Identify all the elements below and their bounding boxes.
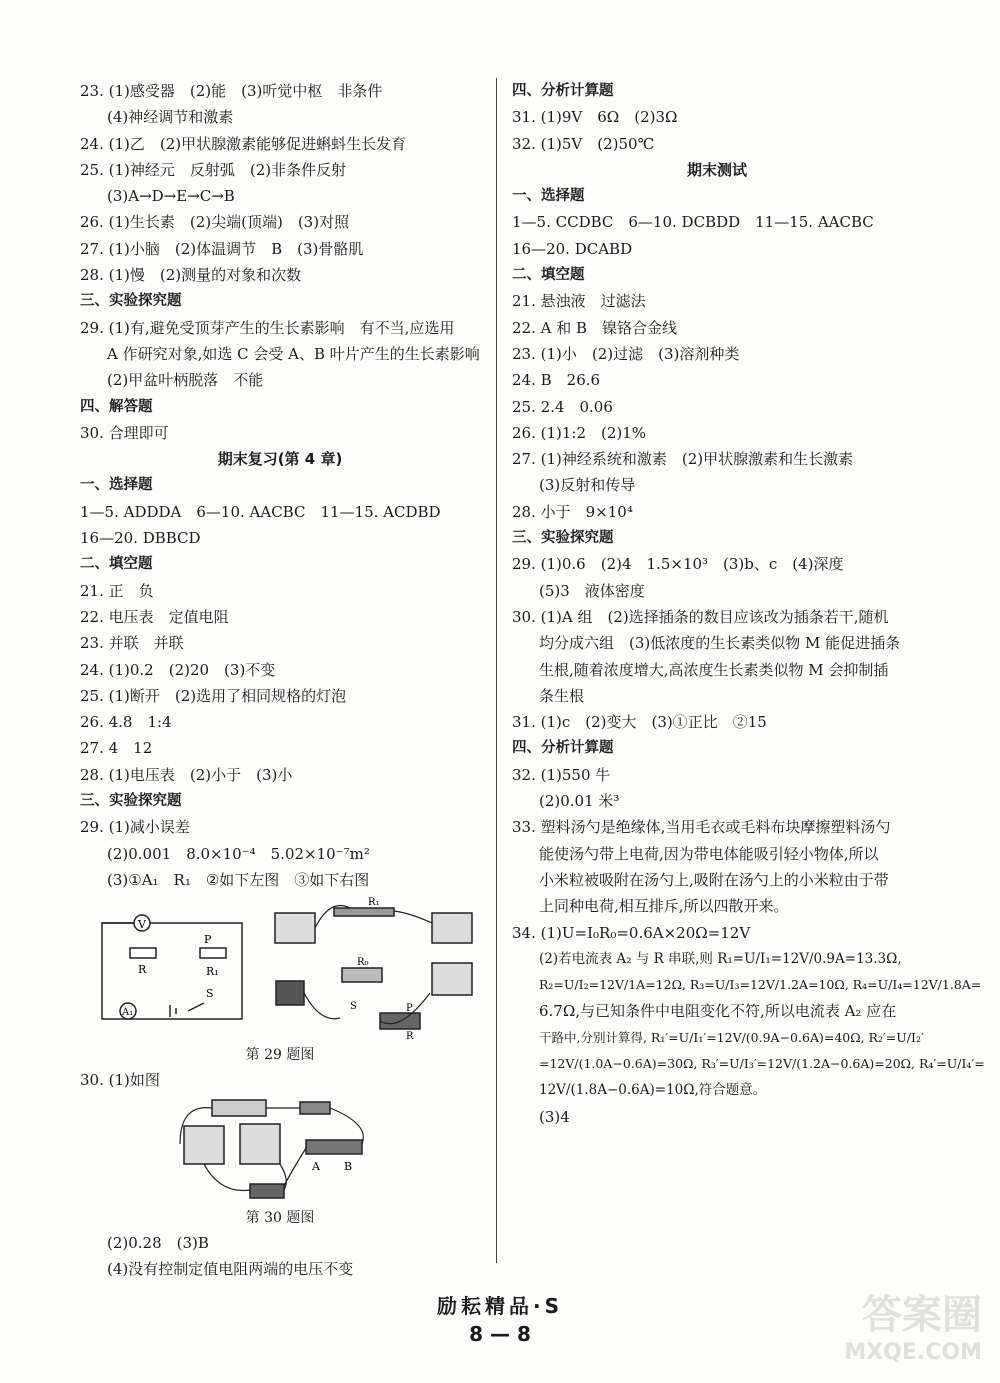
answer-line: 29. (1)有,避免受顶芽产生的生长素影响 有不当,应选用: [80, 318, 455, 337]
section-heading: 四、解答题: [80, 398, 153, 415]
answer-line: 27. (1)小脑 (2)体温调节 B (3)骨骼肌: [80, 239, 364, 258]
answer-line: 均分成六组 (3)低浓度的生长素类似物 M 能促进插条: [539, 634, 901, 653]
answer-line: (4)没有控制定值电阻两端的电压不变: [107, 1259, 354, 1278]
answer-line: 22. 电压表 定值电阻: [80, 607, 229, 626]
section-heading: 二、填空题: [512, 267, 585, 284]
answer-line: (2)甲盆叶柄脱落 不能: [107, 371, 264, 390]
answer-line: 16—20. DCABD: [512, 239, 633, 258]
answer-line: 25. (1)神经元 反射弧 (2)非条件反射: [80, 160, 347, 179]
answer-line: 26. 4.8 1:4: [80, 713, 172, 732]
watermark-url: MXQE.COM: [844, 1340, 982, 1365]
answer-line: 23. 并联 并联: [80, 634, 184, 653]
right-column: [512, 78, 985, 1130]
answer-line: 23. (1)小 (2)过滤 (3)溶剂种类: [512, 344, 740, 363]
answer-line: (3)4: [539, 1107, 570, 1126]
answer-line: 1—5. ADDDA 6—10. AACBC 11—15. ACDBD: [80, 502, 441, 521]
left-column: [80, 78, 480, 1282]
terminal-b-label: B: [344, 1159, 353, 1173]
answer-line: 24. (1)乙 (2)甲状腺激素能够促进蝌蚪生长发育: [80, 134, 407, 153]
answer-line: (2)0.01 米³: [539, 792, 620, 811]
section-heading: 四、分析计算题: [512, 740, 614, 757]
answer-line: 32. (1)5V (2)50℃: [512, 134, 655, 153]
circuit-diagram-30: [80, 1094, 480, 1206]
figure-29: [80, 893, 480, 1043]
answer-line: 26. (1)1:2 (2)1%: [512, 423, 647, 442]
answer-line: 小米粒被吸附在汤勺上,吸附在汤勺上的小米粒由于带: [539, 870, 889, 889]
chapter-title: 期末测试: [686, 160, 747, 179]
ammeter-label: A₁: [122, 1007, 134, 1019]
answer-line: 生根,随着浓度增大,高浓度生长素类似物 M 会抑制插: [539, 660, 889, 679]
answer-line: 24. B 26.6: [512, 371, 601, 390]
answer-line: =12V/(1.0A−0.6A)=30Ω, R₃′=U/I₃′=12V/(1.2A−0.6A)=20Ω, R₄′=U/I₄′=: [539, 1055, 985, 1071]
answer-line: (3)①A₁ R₁ ②如下左图 ③如下右图: [107, 870, 370, 889]
publisher-brand: 励耘精品·S: [436, 1294, 563, 1318]
answer-line: 33. 塑料汤勺是绝缘体,当用毛衣或毛料布块摩擦塑料汤勺: [512, 818, 891, 837]
answer-line: 24. (1)0.2 (2)20 (3)不变: [80, 660, 276, 679]
answer-line: 30. (1)如图: [80, 1071, 160, 1090]
answer-line: (2)0.28 (3)B: [107, 1233, 209, 1252]
answer-line: 12V/(1.8A−0.6A)=10Ω,符合题意。: [539, 1082, 767, 1099]
answer-line: 29. (1)0.6 (2)4 1.5×10³ (3)b、c (4)深度: [512, 555, 844, 574]
answer-line: (5)3 液体密度: [539, 581, 645, 600]
section-heading: 二、填空题: [80, 556, 153, 573]
rheostat-label: R₁: [206, 965, 219, 979]
p-label: P: [406, 1003, 413, 1015]
answer-line: 30. 合理即可: [80, 423, 169, 442]
section-heading: 一、选择题: [80, 477, 153, 494]
answer-line: 25. 2.4 0.06: [512, 397, 613, 416]
answer-line: 28. 小于 9×10⁴: [512, 502, 633, 521]
answer-line: 21. 正 负: [80, 581, 154, 600]
section-heading: 四、分析计算题: [512, 83, 614, 99]
section-heading: 三、实验探究题: [80, 793, 182, 810]
answer-line: 上同种电荷,相互排斥,所以四散开来。: [539, 897, 789, 916]
voltmeter-label: V: [138, 918, 146, 932]
answer-line: 条生根: [539, 686, 585, 705]
circuit-diagram-29: [80, 893, 480, 1043]
watermark-text: 答案圈: [862, 1292, 982, 1338]
answer-line: 28. (1)慢 (2)测量的对象和次数: [80, 266, 302, 285]
answer-line: 31. (1)c (2)变大 (3)①正比 ②15: [512, 713, 767, 732]
answer-line: 6.7Ω,与已知条件中电阻变化不符,所以电流表 A₂ 应在: [539, 1002, 897, 1021]
watermark: [844, 1283, 982, 1365]
answer-line: 27. (1)神经系统和激素 (2)甲状腺激素和生长激素: [512, 450, 854, 469]
answer-line: 1—5. CCDBC 6—10. DCBDD 11—15. AACBC: [512, 213, 874, 232]
terminal-a-label: A: [312, 1159, 320, 1173]
answer-line: (3)A→D→E→C→B: [107, 187, 235, 206]
switch-label: S: [206, 987, 214, 1001]
column-divider: [496, 78, 497, 1263]
answer-line: A 作研究对象,如选 C 会受 A、B 叶片产生的生长素影响: [107, 344, 480, 363]
answer-line: 31. (1)9V 6Ω (2)3Ω: [512, 108, 678, 127]
answer-line: 23. (1)感受器 (2)能 (3)听觉中枢 非条件: [80, 82, 383, 100]
answer-line: (2)0.001 8.0×10⁻⁴ 5.02×10⁻⁷m²: [107, 844, 370, 863]
figure-caption: 第 30 题图: [245, 1209, 315, 1226]
figure-30: [80, 1094, 480, 1206]
answer-line: 22. A 和 B 镍铬合金线: [512, 318, 678, 337]
section-heading: 三、实验探究题: [512, 530, 614, 547]
answer-line: 28. (1)电压表 (2)小于 (3)小: [80, 765, 293, 784]
answer-line: 32. (1)550 牛: [512, 765, 611, 784]
r1-label: R₁: [368, 897, 380, 909]
section-heading: 三、实验探究题: [80, 293, 182, 310]
answer-line: 26. (1)生长素 (2)尖端(顶端) (3)对照: [80, 213, 350, 232]
resistor-label: R: [138, 963, 147, 977]
chapter-title: 期末复习(第 4 章): [217, 450, 343, 469]
answer-line: (3)反射和传导: [539, 476, 636, 495]
answer-line: 干路中,分别计算得, R₁′=U/I₁′=12V/(0.9A−0.6A)=40Ω, R₂′=U/I₂′: [539, 1029, 924, 1045]
s-label: S: [350, 1001, 357, 1013]
answer-line: (2)若电流表 A₂ 与 R 串联,则 R₁=U/I₁=12V/0.9A=13.3Ω,: [539, 950, 902, 967]
figure-caption: 第 29 题图: [245, 1047, 315, 1064]
answer-line: 21. 悬浊液 过滤法: [512, 292, 646, 311]
r-label: R: [406, 1031, 414, 1043]
answer-line: 34. (1)U=I₀R₀=0.6A×20Ω=12V: [512, 923, 751, 942]
answer-line: 能使汤勺带上电荷,因为带电体能吸引轻小物体,所以: [539, 844, 879, 863]
answer-line: 16—20. DBBCD: [80, 529, 201, 548]
answer-line: 25. (1)断开 (2)选用了相同规格的灯泡: [80, 686, 347, 705]
r0-label: R₀: [357, 957, 369, 969]
slider-label: P: [204, 933, 212, 947]
page-number: 8 — 8: [469, 1322, 531, 1346]
answer-line: (4)神经调节和激素: [107, 108, 234, 127]
answer-line: 30. (1)A 组 (2)选择插条的数目应该改为插条若干,随机: [512, 607, 889, 626]
answer-line: 27. 4 12: [80, 739, 153, 758]
answer-line: 29. (1)减小误差: [80, 818, 190, 837]
answer-line: R₂=U/I₂=12V/1A=12Ω, R₃=U/I₃=12V/1.2A=10Ω, R₄=U/I₄=12V/1.8A=: [539, 977, 982, 993]
section-heading: 一、选择题: [512, 188, 585, 205]
